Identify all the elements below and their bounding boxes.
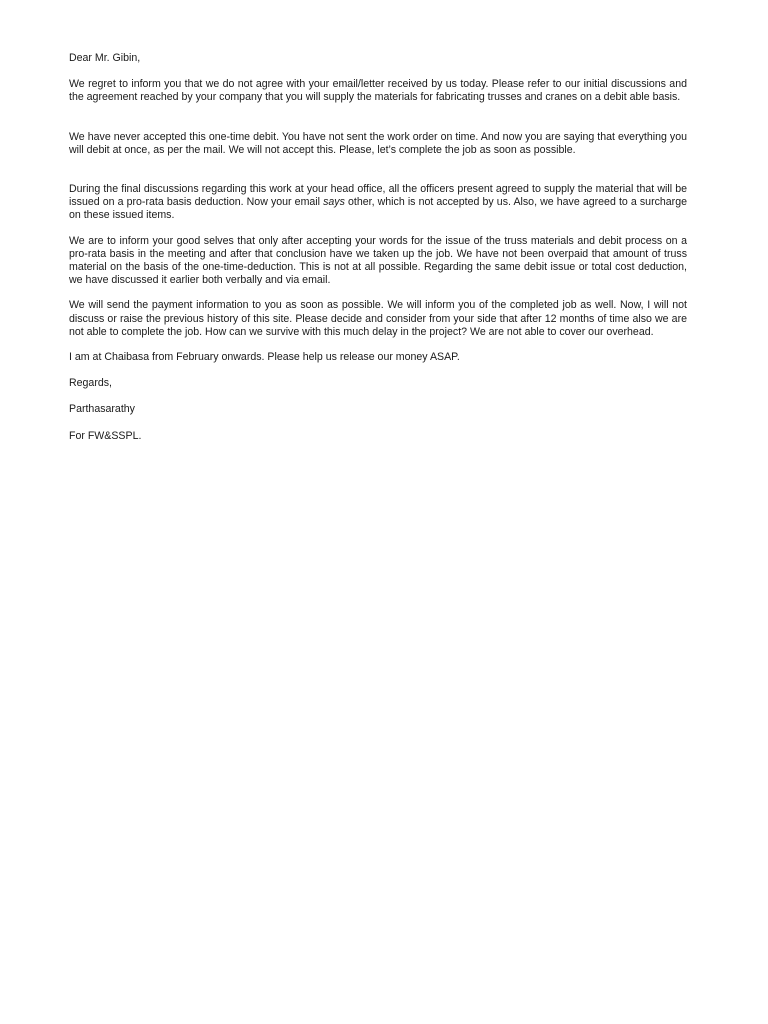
signatory-name: Parthasarathy bbox=[69, 403, 135, 416]
paragraph-pro-rata: We are to inform your good selves that only after accepting your words for the issue of the truss materials and debit process on a pro-rata basis in the meeting and after that conclusion have we taken up the job. We have not been overpaid that amount of truss material on the basis of the one-time-deduction. This is not at all possible. Regarding the same debit issue or total cost deduction, we have discussed it earlier both verbally and via email. bbox=[69, 234, 687, 287]
salutation: Dear Mr. Gibin, bbox=[69, 52, 141, 64]
paragraph-final-discussions-emphasis: says bbox=[323, 196, 345, 209]
paragraph-final-discussions-part2: other, which is not accepted by us. Also, we have agreed to a surcharge on these issued items. bbox=[69, 196, 687, 222]
paragraph-one-time-debit: We have never accepted this one-time debit. You have not sent the work order on time. And now you are saying that everything you will debit at once, as per the mail. We will not accept this. Please, let’s complete the job as soon as possible. bbox=[69, 130, 687, 156]
paragraph-final-discussions-part1: During the final discussions regarding this work at your head office, all the officers present agreed to supply the material that will be issued on a pro-rata basis deduction. Now your email bbox=[69, 183, 687, 209]
paragraph-location: I am at Chaibasa from February onwards. Please help us release our money ASAP. bbox=[69, 351, 460, 364]
closing: Regards, bbox=[69, 377, 112, 390]
letter-body bbox=[69, 52, 687, 443]
paragraph-disagreement: We regret to inform you that we do not agree with your email/letter received by us today. Please refer to our initial discussions and the agreement reached by your company that you will supply the materials for fabricating trusses and cranes on a debit able basis. bbox=[69, 78, 687, 104]
signatory-organization: For FW&SSPL. bbox=[69, 429, 142, 442]
paragraph-final-discussions bbox=[69, 183, 687, 223]
paragraph-payment-info: We will send the payment information to you as soon as possible. We will inform you of the completed job as well. Now, I will not discuss or raise the previous history of this site. Please decide and consider from your side that after 12 months of time also we are not able to complete the job. How can we survive with this much delay in the project? We are not able to cover our overhead. bbox=[69, 299, 687, 338]
